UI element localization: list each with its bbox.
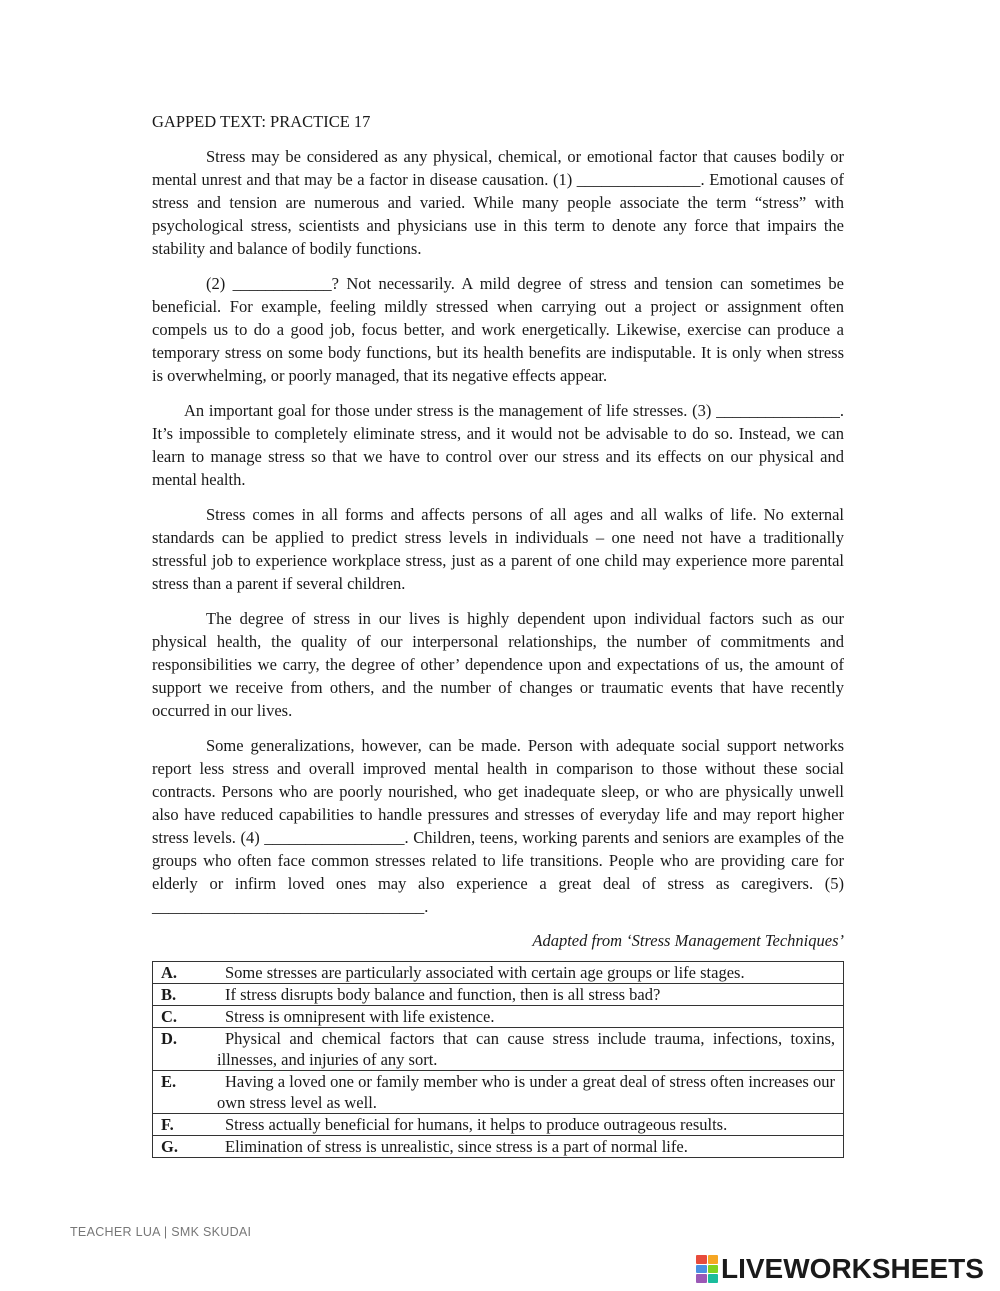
option-text: Some stresses are particularly associated with certain age groups or life stages. <box>225 963 745 982</box>
option-row <box>153 1114 844 1136</box>
option-text: Stress actually beneficial for humans, it helps to produce outrageous results. <box>225 1115 728 1134</box>
option-letter: C. <box>161 1007 178 1026</box>
logo-block <box>696 1274 707 1283</box>
option-row <box>153 1136 844 1158</box>
option-row <box>153 1006 844 1028</box>
paragraph-5: The degree of stress in our lives is highly dependent upon individual factors such as our physical health, the quality of our interpersonal relationships, the number of commitments and responsibilities we carry, the degree of other’ dependence upon and expectations of us, the amount of support we receive from others, and the number of changes or traumatic events that have recently occurred in our lives. <box>152 609 844 720</box>
options-table <box>152 961 844 1158</box>
option-letter: B. <box>161 985 177 1004</box>
option-text: Elimination of stress is unrealistic, since stress is a part of normal life. <box>225 1137 688 1156</box>
page-title: GAPPED TEXT: PRACTICE 17 <box>152 112 371 131</box>
liveworksheets-logo[interactable] <box>696 1253 984 1285</box>
option-row <box>153 1028 844 1071</box>
paragraph-6: Some generalizations, however, can be made. Person with adequate social support networks report less stress and overall improved mental health in comparison to those without these social contracts. Persons who are poorly nourished, who get inadequate sleep, or who are physically unwell also have reduced capabilities to handle pressures and stresses of everyday life and may report higher stress levels. (4) _________________. Children, teens, working parents and seniors are examples of the groups who often face common stresses related to life transitions. People who are providing care for elderly or infirm loved ones may also experience a great deal of stress as caregivers. (5) _________________________________. <box>152 736 844 916</box>
option-letter: D. <box>161 1029 178 1048</box>
logo-block <box>708 1265 719 1274</box>
option-letter: A. <box>161 963 178 982</box>
option-row <box>153 984 844 1006</box>
option-text: Physical and chemical factors that can cause stress include trauma, infections, toxins, illnesses, and injuries of any sort. <box>217 1029 835 1069</box>
paragraph-3: An important goal for those under stress is the management of life stresses. (3) _______________. It’s impossible to completely eliminate stress, and it would not be advisable to do so. Instead, we can learn to manage stress so that we have to control over our stress and its effects on our physical and mental health. <box>152 401 844 489</box>
option-text: Stress is omnipresent with life existence. <box>225 1007 495 1026</box>
brand-name: LIVEWORKSHEETS <box>721 1253 984 1284</box>
logo-block <box>708 1274 719 1283</box>
paragraph-1: Stress may be considered as any physical, chemical, or emotional factor that causes bodily or mental unrest and that may be a factor in disease causation. (1) _______________. Emotional causes of stress and tension are numerous and varied. While many people associate the term “stress” with psychological stress, scientists and physicians use in this term to denote any force that impairs the stability and balance of bodily functions. <box>152 147 844 258</box>
source-citation: Adapted from ‘Stress Management Techniques’ <box>532 931 844 950</box>
option-letter: E. <box>161 1072 177 1091</box>
option-text: If stress disrupts body balance and function, then is all stress bad? <box>225 985 661 1004</box>
logo-block <box>696 1265 707 1274</box>
paragraph-2: (2) ____________? Not necessarily. A mild degree of stress and tension can sometimes be beneficial. For example, feeling mildly stressed when carrying out a project or assignment often compels us to do a good job, focus better, and work energetically. Likewise, exercise can produce a temporary stress on some body functions, but its health benefits are indisputable. It is only when stress is overwhelming, or poorly managed, that its negative effects appear. <box>152 274 844 385</box>
logo-block <box>708 1255 719 1264</box>
worksheet <box>152 111 844 1158</box>
paragraph-4: Stress comes in all forms and affects persons of all ages and all walks of life. No external standards can be applied to predict stress levels in individuals – one need not have a traditionally stressful job to experience workplace stress, just as a parent of one child may experience more parental stress than a parent if several children. <box>152 505 844 593</box>
option-row <box>153 1071 844 1114</box>
liveworksheets-icon <box>696 1255 718 1283</box>
option-letter: F. <box>161 1115 174 1134</box>
footer-author: TEACHER LUA | SMK SKUDAI <box>70 1225 252 1239</box>
option-row <box>153 962 844 984</box>
option-letter: G. <box>161 1137 178 1156</box>
logo-block <box>696 1255 707 1264</box>
option-text: Having a loved one or family member who is under a great deal of stress often increases our own stress level as well. <box>217 1072 835 1112</box>
